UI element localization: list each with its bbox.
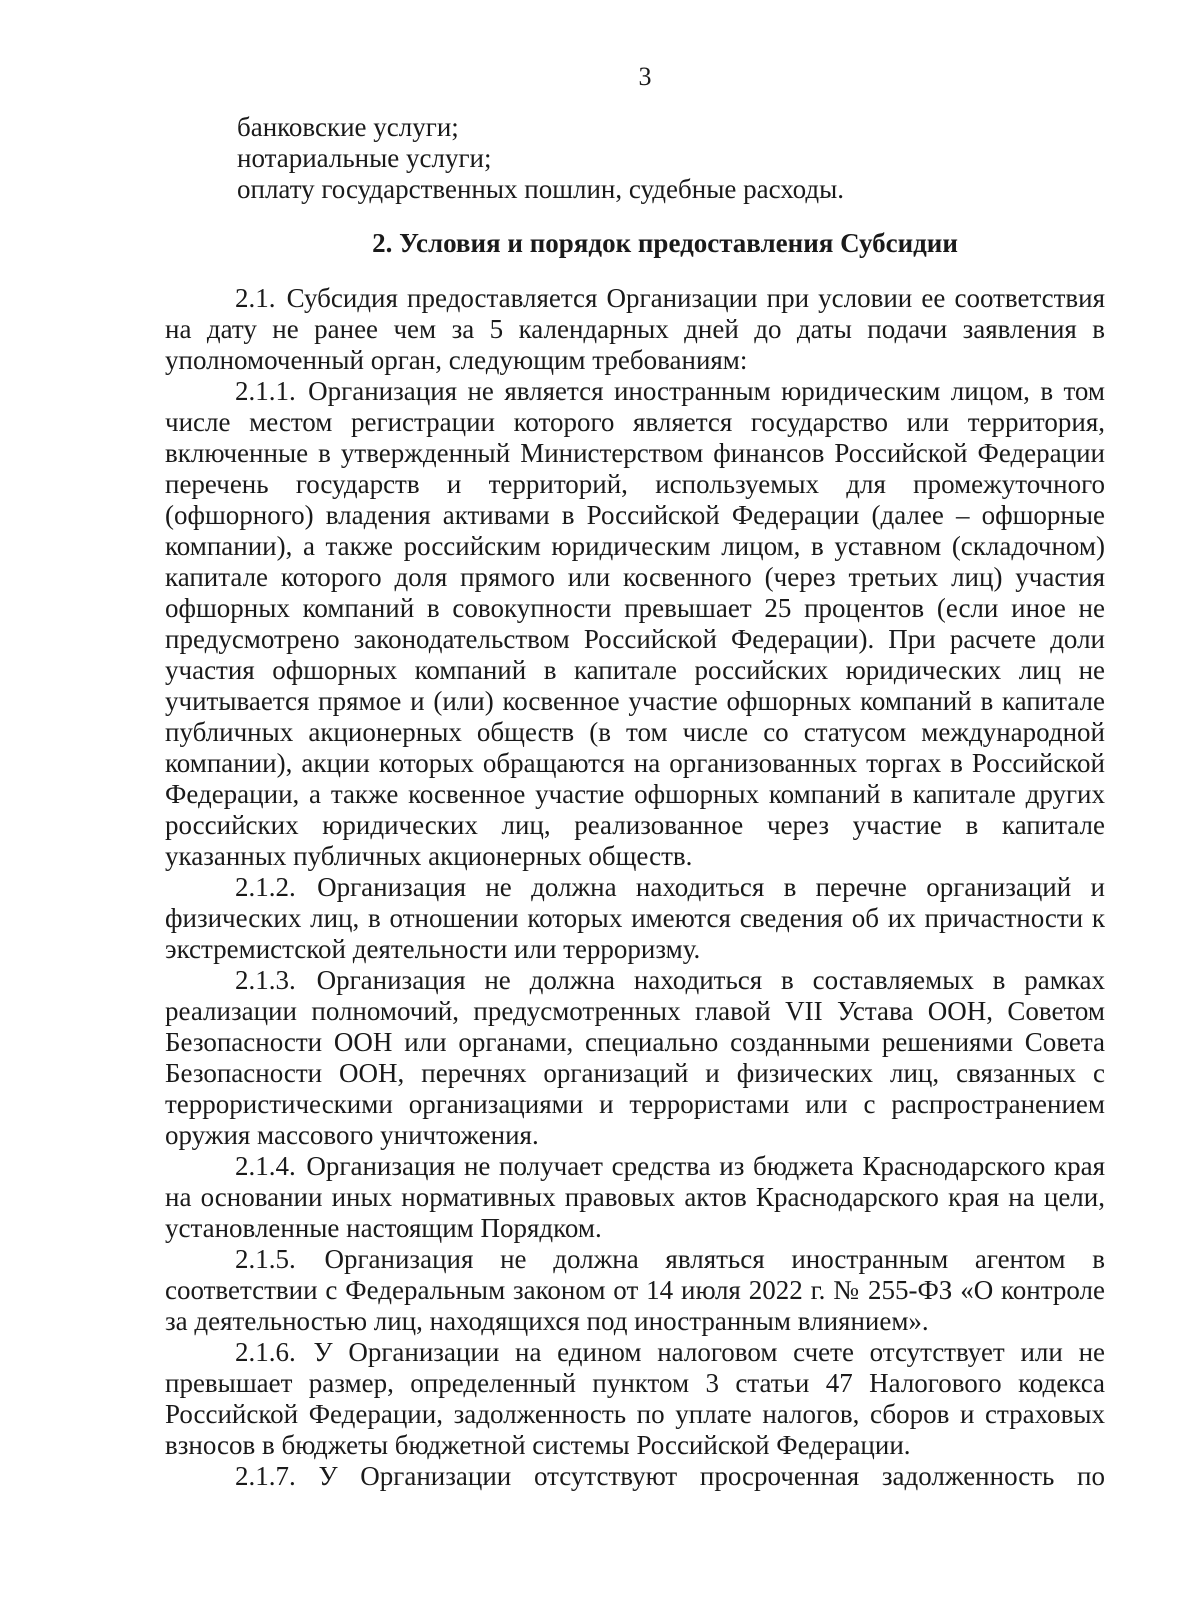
paragraph-text: Организация не является иностранным юридическим лицом, в том числе местом регистрации которого является государство или территория, включенные в утвержденный Министерством финансов Российской Федерации перечень государств и территорий, используемых для промежуточного (офшорного) владения активами в Российской Федерации (далее – офшорные компании), а также российским юридическим лицом, в уставном (складочном) капитале которого доля прямого или косвенного (через третьих лиц) участия офшорных компаний в совокупности превышает 25 процентов (если иное не предусмотрено законодательством Российской Федерации). При расчете доли участия офшорных компаний в капитале российских юридических лиц не учитывается прямое и (или) косвенное участие офшорных компаний в капитале публичных акционерных обществ (в том числе со статусом международной компании), акции которых обращаются на организованных торгах в Российской Федерации, а также косвенное участие офшорных компаний в капитале других российских юридических лиц, реализованное через участие в капитале указанных публичных акционерных обществ. <box>165 376 1105 871</box>
paragraph-text: Организация не должна находиться в перечне организаций и физических лиц, в отношении которых имеются сведения об их причастности к экстремистской деятельности или терроризму. <box>165 872 1105 964</box>
document-body <box>165 112 1105 1492</box>
page-number: 3 <box>638 62 652 91</box>
paragraph-text: Субсидия предоставляется Организации при условии ее соответствия на дату не ранее чем за 5 календарных дней до даты подачи заявления в уполномоченный орган, следующим требованиям: <box>165 283 1106 375</box>
paragraph-text: У Организации отсутствуют просроченная задолженность по <box>318 1461 1106 1491</box>
paragraph-text: Организация не получает средства из бюджета Краснодарского края на основании иных нормативных правовых актов Краснодарского края на цели, установленные настоящим Порядком. <box>165 1151 1106 1243</box>
paragraph-number: 2.1.5. <box>235 1244 296 1274</box>
paragraph-2-1-7 <box>165 1461 1105 1492</box>
paragraph-text: Организация не должна являться иностранным агентом в соответствии с Федеральным законом от 14 июля 2022 г. № 255-ФЗ «О контроле за деятельностью лиц, находящихся под иностранным влиянием». <box>165 1244 1105 1336</box>
paragraph-2-1-1 <box>165 376 1105 872</box>
paragraph-2-1 <box>165 283 1105 376</box>
paragraph-number: 2.1.7. <box>235 1461 296 1491</box>
paragraph-2-1-3 <box>165 965 1105 1151</box>
paragraph-text: У Организации на едином налоговом счете отсутствует или не превышает размер, определенный пунктом 3 статьи 47 Налогового кодекса Российской Федерации, задолженность по уплате налогов, сборов и страховых взносов в бюджеты бюджетной системы Российской Федерации. <box>165 1337 1105 1460</box>
paragraph-2-1-2 <box>165 872 1105 965</box>
paragraph-number: 2.1.6. <box>235 1337 296 1367</box>
paragraph-number: 2.1.3. <box>235 965 296 995</box>
expense-list-item: нотариальные услуги; <box>237 143 492 173</box>
paragraph-2-1-6 <box>165 1337 1105 1461</box>
paragraph-2-1-4 <box>165 1151 1105 1244</box>
paragraph-2-1-5 <box>165 1244 1105 1337</box>
section-heading: 2. Условия и порядок предоставления Субсидии <box>372 228 958 258</box>
paragraph-number: 2.1.1. <box>235 376 296 406</box>
paragraph-number: 2.1. <box>235 283 276 313</box>
paragraph-text: Организация не должна находиться в составляемых в рамках реализации полномочий, предусмотренных главой VII Устава ООН, Советом Безопасности ООН или органами, специально созданными решениями Совета Безопасности ООН, перечнях организаций и физических лиц, связанных с террористическими организациями и террористами или с распространением оружия массового уничтожения. <box>165 965 1105 1150</box>
expense-list-item: оплату государственных пошлин, судебные расходы. <box>237 174 845 204</box>
paragraph-number: 2.1.4. <box>235 1151 296 1181</box>
expense-list-item: банковские услуги; <box>237 112 459 142</box>
paragraph-number: 2.1.2. <box>235 872 296 902</box>
